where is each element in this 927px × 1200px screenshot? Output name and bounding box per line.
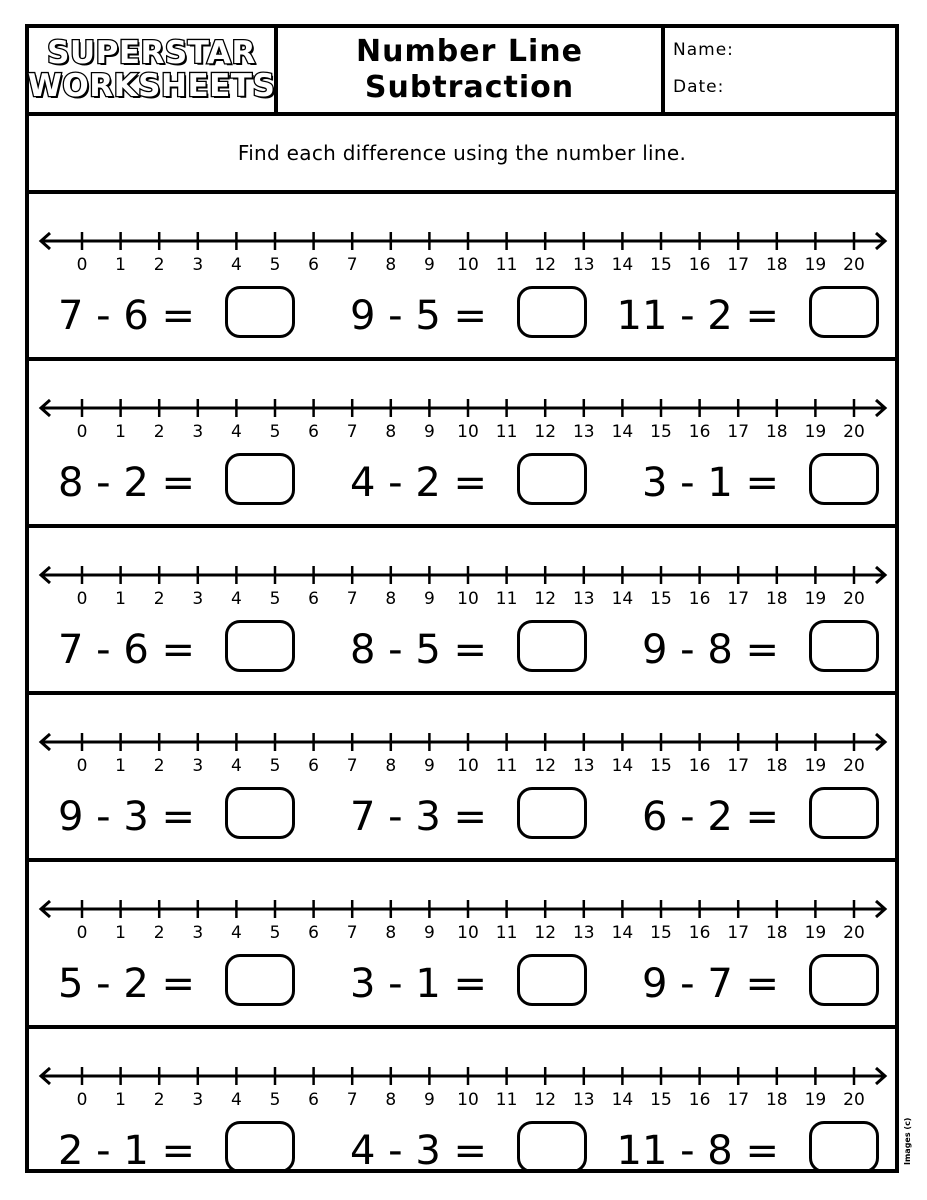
subtraction-problem <box>613 286 879 346</box>
number-line-label: 2 <box>153 756 165 776</box>
number-line-label: 11 <box>495 756 518 776</box>
number-line-label: 2 <box>153 255 165 275</box>
number-line-label: 14 <box>611 756 634 776</box>
number-line-label: 20 <box>843 756 865 776</box>
number-line-label: 7 <box>346 422 358 442</box>
number-line <box>29 862 895 962</box>
number-line-label: 18 <box>765 756 788 776</box>
equation-text: 9 - 7 = <box>642 961 779 1007</box>
problem-row <box>29 695 895 862</box>
number-line-label: 6 <box>308 422 320 442</box>
number-line-label: 0 <box>76 1090 88 1110</box>
number-line-label: 3 <box>192 1090 204 1110</box>
number-line-label: 0 <box>76 255 88 275</box>
number-line <box>29 361 895 461</box>
number-line-label: 4 <box>230 756 242 776</box>
number-line-label: 15 <box>650 1090 672 1110</box>
answer-box[interactable] <box>517 1121 587 1173</box>
equation-text: 7 - 3 = <box>350 794 487 840</box>
number-line-label: 11 <box>495 422 518 442</box>
equation-text: 9 - 3 = <box>58 794 195 840</box>
number-line-label: 17 <box>727 255 750 275</box>
number-line-label: 14 <box>611 923 634 943</box>
number-line-label: 1 <box>115 589 127 609</box>
equation-text: 3 - 1 = <box>350 961 487 1007</box>
number-line-label: 10 <box>457 1090 479 1110</box>
number-line-label: 5 <box>269 756 281 776</box>
number-line-label: 4 <box>230 255 242 275</box>
number-line-label: 9 <box>423 255 435 275</box>
instructions: Find each difference using the number line. <box>29 116 895 194</box>
number-line-label: 6 <box>308 756 320 776</box>
number-line-label: 9 <box>423 589 435 609</box>
number-line-label: 17 <box>727 422 750 442</box>
subtraction-problem <box>613 787 879 847</box>
number-line-label: 18 <box>765 589 788 609</box>
answer-box[interactable] <box>517 954 587 1006</box>
number-line-label: 7 <box>346 1090 358 1110</box>
answer-box[interactable] <box>225 1121 295 1173</box>
number-line-label: 20 <box>843 1090 865 1110</box>
equation-text: 7 - 6 = <box>58 293 195 339</box>
number-line-label: 0 <box>76 756 88 776</box>
number-line-label: 5 <box>269 1090 281 1110</box>
number-line-label: 12 <box>534 756 557 776</box>
number-line-label: 16 <box>688 923 711 943</box>
number-line-label: 8 <box>385 923 397 943</box>
subtraction-problem <box>321 453 587 513</box>
number-line-label: 15 <box>650 756 672 776</box>
equation-text: 9 - 5 = <box>350 293 487 339</box>
number-line-label: 10 <box>457 923 479 943</box>
number-line-label: 12 <box>534 422 557 442</box>
subtraction-problem <box>29 286 295 346</box>
title-line-2: Subtraction <box>364 70 575 105</box>
answer-box[interactable] <box>517 787 587 839</box>
equation-text: 11 - 8 = <box>616 1128 779 1174</box>
equation-text: 9 - 8 = <box>642 627 779 673</box>
number-line-label: 5 <box>269 923 281 943</box>
number-line-label: 16 <box>688 756 711 776</box>
number-line-label: 20 <box>843 923 865 943</box>
number-line-label: 3 <box>192 422 204 442</box>
number-line-label: 12 <box>534 255 557 275</box>
name-label: Name: <box>673 40 734 60</box>
number-line-label: 4 <box>230 589 242 609</box>
answer-box[interactable] <box>809 954 879 1006</box>
answer-box[interactable] <box>809 787 879 839</box>
equation-text: 6 - 2 = <box>642 794 779 840</box>
number-line-label: 0 <box>76 923 88 943</box>
subtraction-problem <box>321 1121 587 1181</box>
number-line-label: 1 <box>115 923 127 943</box>
number-line <box>29 1029 895 1129</box>
number-line-label: 1 <box>115 756 127 776</box>
number-line-label: 8 <box>385 589 397 609</box>
number-line-label: 4 <box>230 1090 242 1110</box>
page-title <box>278 28 665 112</box>
number-line-label: 14 <box>611 255 634 275</box>
number-line-label: 5 <box>269 422 281 442</box>
subtraction-problem <box>613 1121 879 1181</box>
problem-row <box>29 194 895 361</box>
number-line-label: 8 <box>385 756 397 776</box>
number-line-label: 13 <box>572 589 595 609</box>
number-line <box>29 528 895 628</box>
number-line-label: 3 <box>192 589 204 609</box>
number-line-label: 17 <box>727 756 750 776</box>
number-line-label: 2 <box>153 422 165 442</box>
problem-row <box>29 528 895 695</box>
number-line-label: 11 <box>495 255 518 275</box>
subtraction-problem <box>321 787 587 847</box>
answer-box[interactable] <box>225 453 295 505</box>
number-line-label: 19 <box>804 422 827 442</box>
number-line-label: 19 <box>804 1090 827 1110</box>
number-line-label: 3 <box>192 756 204 776</box>
number-line-label: 7 <box>346 589 358 609</box>
copyright-note: Images (c) <box>903 1117 912 1165</box>
answer-box[interactable] <box>809 1121 879 1173</box>
number-line-label: 2 <box>153 589 165 609</box>
answer-box[interactable] <box>809 286 879 338</box>
number-line-label: 13 <box>572 923 595 943</box>
equation-text: 5 - 2 = <box>58 961 195 1007</box>
number-line-label: 17 <box>727 1090 750 1110</box>
answer-box[interactable] <box>517 453 587 505</box>
number-line-label: 1 <box>115 1090 127 1110</box>
number-line-label: 11 <box>495 589 518 609</box>
number-line-label: 8 <box>385 1090 397 1110</box>
equation-text: 2 - 1 = <box>58 1128 195 1174</box>
number-line-label: 13 <box>572 1090 595 1110</box>
logo <box>29 28 278 112</box>
date-label: Date: <box>673 77 725 97</box>
number-line-label: 18 <box>765 422 788 442</box>
subtraction-problem <box>613 954 879 1014</box>
answer-box[interactable] <box>517 286 587 338</box>
answer-box[interactable] <box>225 954 295 1006</box>
number-line-label: 5 <box>269 589 281 609</box>
number-line-label: 9 <box>423 422 435 442</box>
subtraction-problem <box>321 620 587 680</box>
answer-box[interactable] <box>809 620 879 672</box>
answer-box[interactable] <box>225 787 295 839</box>
equation-text: 3 - 1 = <box>642 460 779 506</box>
name-date-box[interactable] <box>665 28 895 112</box>
worksheet-header <box>29 28 895 116</box>
equation-text: 8 - 5 = <box>350 627 487 673</box>
number-line-label: 9 <box>423 923 435 943</box>
number-line-label: 7 <box>346 923 358 943</box>
number-line-label: 0 <box>76 589 88 609</box>
answer-box[interactable] <box>225 620 295 672</box>
number-line-label: 18 <box>765 923 788 943</box>
number-line-label: 9 <box>423 1090 435 1110</box>
answer-box[interactable] <box>517 620 587 672</box>
number-line-label: 19 <box>804 255 827 275</box>
equation-text: 8 - 2 = <box>58 460 195 506</box>
number-line-label: 15 <box>650 589 672 609</box>
problem-row <box>29 361 895 528</box>
number-line-label: 6 <box>308 255 320 275</box>
number-line-label: 15 <box>650 422 672 442</box>
number-line-label: 14 <box>611 589 634 609</box>
logo-line-1: SUPERSTAR <box>47 35 256 71</box>
number-line-label: 15 <box>650 923 672 943</box>
number-line-label: 10 <box>457 589 479 609</box>
number-line-label: 0 <box>76 422 88 442</box>
number-line-label: 13 <box>572 255 595 275</box>
number-line-label: 6 <box>308 923 320 943</box>
number-line-label: 20 <box>843 422 865 442</box>
number-line-label: 18 <box>765 1090 788 1110</box>
number-line-label: 17 <box>727 923 750 943</box>
subtraction-problem <box>29 1121 295 1181</box>
number-line-label: 3 <box>192 923 204 943</box>
subtraction-problem <box>613 453 879 513</box>
number-line-label: 17 <box>727 589 750 609</box>
number-line-label: 14 <box>611 1090 634 1110</box>
number-line-label: 6 <box>308 1090 320 1110</box>
number-line-label: 8 <box>385 422 397 442</box>
number-line-label: 11 <box>495 923 518 943</box>
number-line-label: 20 <box>843 255 865 275</box>
equation-text: 7 - 6 = <box>58 627 195 673</box>
number-line-label: 8 <box>385 255 397 275</box>
number-line-label: 19 <box>804 923 827 943</box>
subtraction-problem <box>29 620 295 680</box>
number-line-label: 1 <box>115 422 127 442</box>
number-line <box>29 695 895 795</box>
problem-rows <box>29 194 895 1192</box>
logo-line-2: WORKSHEETS <box>27 68 276 104</box>
number-line-label: 12 <box>534 589 557 609</box>
number-line-label: 13 <box>572 756 595 776</box>
number-line-label: 16 <box>688 422 711 442</box>
subtraction-problem <box>321 286 587 346</box>
number-line-label: 15 <box>650 255 672 275</box>
number-line-label: 13 <box>572 422 595 442</box>
number-line-label: 7 <box>346 756 358 776</box>
number-line-label: 10 <box>457 255 479 275</box>
number-line-label: 19 <box>804 589 827 609</box>
number-line-label: 14 <box>611 422 634 442</box>
number-line-label: 12 <box>534 923 557 943</box>
number-line-label: 19 <box>804 756 827 776</box>
equation-text: 4 - 2 = <box>350 460 487 506</box>
subtraction-problem <box>29 954 295 1014</box>
number-line-label: 20 <box>843 589 865 609</box>
number-line-label: 10 <box>457 756 479 776</box>
number-line-label: 1 <box>115 255 127 275</box>
number-line-label: 4 <box>230 923 242 943</box>
number-line-label: 11 <box>495 1090 518 1110</box>
number-line-label: 7 <box>346 255 358 275</box>
problem-row <box>29 862 895 1029</box>
number-line-label: 16 <box>688 1090 711 1110</box>
number-line-label: 2 <box>153 1090 165 1110</box>
number-line-label: 4 <box>230 422 242 442</box>
number-line-label: 12 <box>534 1090 557 1110</box>
number-line-label: 2 <box>153 923 165 943</box>
number-line-label: 9 <box>423 756 435 776</box>
number-line-label: 6 <box>308 589 320 609</box>
subtraction-problem <box>613 620 879 680</box>
equation-text: 4 - 3 = <box>350 1128 487 1174</box>
number-line-label: 16 <box>688 589 711 609</box>
number-line <box>29 194 895 294</box>
title-line-1: Number Line <box>356 34 583 69</box>
number-line-label: 10 <box>457 422 479 442</box>
number-line-label: 3 <box>192 255 204 275</box>
equation-text: 11 - 2 = <box>616 293 779 339</box>
worksheet <box>25 24 899 1173</box>
number-line-label: 18 <box>765 255 788 275</box>
subtraction-problem <box>29 453 295 513</box>
subtraction-problem <box>29 787 295 847</box>
number-line-label: 5 <box>269 255 281 275</box>
subtraction-problem <box>321 954 587 1014</box>
number-line-label: 16 <box>688 255 711 275</box>
answer-box[interactable] <box>809 453 879 505</box>
problem-row <box>29 1029 895 1192</box>
answer-box[interactable] <box>225 286 295 338</box>
